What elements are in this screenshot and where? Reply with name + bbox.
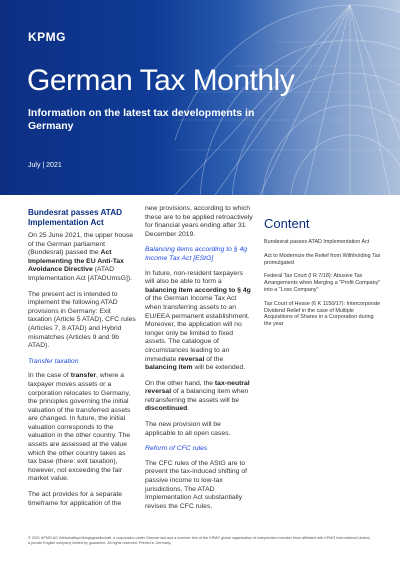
toc-item-tax-court-hesse[interactable]: Tax Court of Hesse (6 K 1150/17): Intercorporate Dividend Relief in the case of Multiple Acquisitions of Shares in a Corporation during the year (264, 300, 381, 328)
article-paragraph-balancing: In future, non-resident taxpayers will also be able to form a balancing item according to § 4g of the German Income Tax Act when transferring assets to an EU/EEA permanent establishment. Moreover, the application will no longer only be limited to fixed assets. The catalogue of circumstances leading to an immediate reversal of the balancing item will be extended. (145, 269, 251, 372)
copyright-footer: © 2021 KPMG AG Wirtschaftsprüfungsgesellschaft, a corporation under German law and a member firm of the KPMG global organization of independent member firms affiliated with KPMG International Limited, a private English company limited by guarantee. All rights reserved. Printed in Germany. (28, 536, 371, 545)
subheading-transfer-taxation: Transfer taxation (28, 357, 79, 365)
article-paragraph-provisions: The present act is intended to implement the following ATAD provisions in Germany: Exit taxation (Article 5 ATAD), CFC rules (Articles 7, 8 ATAD) and Hybrid mismatches (Articles 9 and 9b ATAD). (28, 290, 136, 350)
article-column-1 (28, 208, 136, 515)
article-paragraph-reversal: On the other hand, the tax-neutral reversal of a balancing item when retransferring the assets will be discontinued. (145, 379, 250, 413)
article-paragraph-cfc: The CFC rules of the AStG are to prevent the tax-induced shifting of passive income to low-tax jurisdictions. The ATAD Implementation Act substantially revises the CFC rules. (145, 459, 248, 510)
issue-date: July | 2021 (28, 162, 62, 169)
publication-title: German Tax Monthly (27, 64, 295, 97)
publication-subtitle: Information on the latest tax developments in Germany (28, 107, 255, 132)
toc-item-withholding-tax[interactable]: Act to Modernize the Relief from Withholding Tax promulgated (264, 252, 381, 266)
toc-item-atad[interactable]: Bundesrat passes ATAD Implementation Act (264, 239, 370, 245)
article-paragraph-timeframe: The act provides for a separate timeframe for application of the (28, 491, 123, 507)
kpmg-logo: KPMG (28, 30, 66, 44)
article-column-2 (145, 205, 253, 518)
article-paragraph-open-cases: The new provision will be applicable to all open cases. (145, 421, 231, 437)
subheading-cfc-rules: Reform of CFC rules (145, 445, 208, 453)
article-heading: Bundesrat passes ATAD Implementation Act (28, 208, 123, 227)
article-paragraph-retroactive: new provisions, according to which these are to be applied retroactively for financial years ending after 31 December 2019. (145, 205, 253, 238)
contents-column (264, 216, 382, 335)
cover-banner (0, 0, 400, 195)
toc-item-federal-tax-court[interactable]: Federal Tax Court (I R 7/18): Abusive Tax Arrangements when Merging a "Profit Company" into a "Loss Company" (264, 273, 381, 293)
subheading-balancing-items: Balancing items according to § 4g Income Tax Act [EStG] (145, 246, 248, 262)
article-paragraph-intro: On 25 June 2021, the upper house of the German parliament (Bundesrat) passed the Act Implementing the EU Anti-Tax Avoidance Directive (ATAD Implementation Act [ATADUmsG]). (28, 232, 134, 282)
article-paragraph-transfer: In the case of transfer, where a taxpayer moves assets or a corporation relocates to Germany, the principles governing the initial valuation of the transferred assets are changed. In future, the initial valuation corresponds to the valuation in the other country. The assets are assessed at the value which the other country takes as tax base (there: exit taxation), however, not exceeding the fair market value. (28, 372, 131, 483)
contents-heading: Content (264, 216, 310, 231)
